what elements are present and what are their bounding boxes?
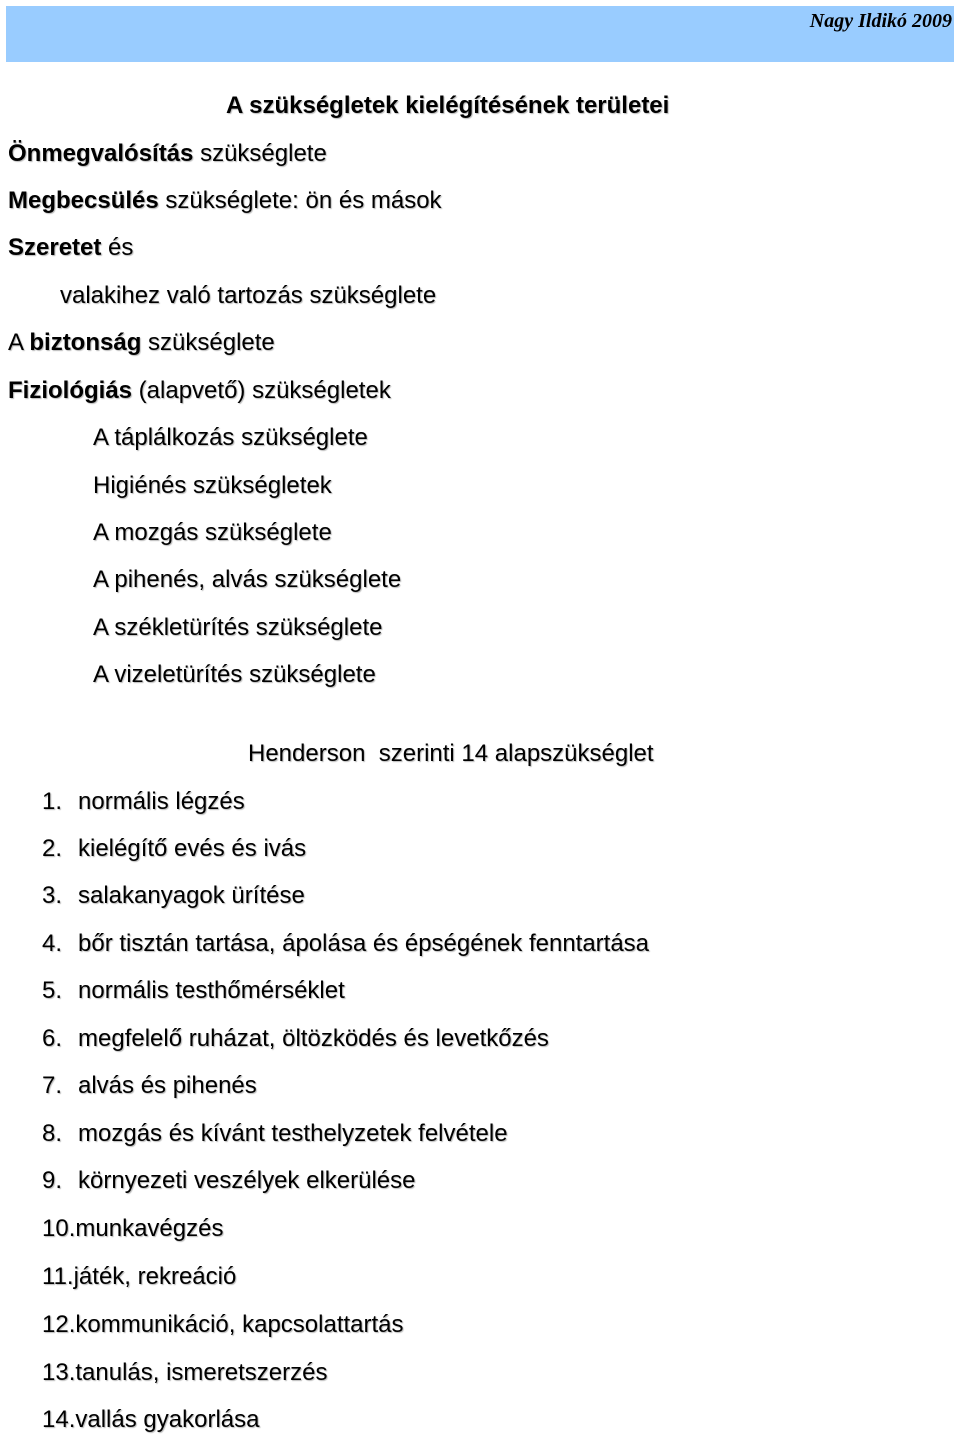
item-text: környezeti veszélyek elkerülése bbox=[78, 1167, 416, 1194]
henderson-item bbox=[42, 1263, 236, 1291]
item-text: vallás gyakorlása bbox=[75, 1406, 260, 1433]
need-physiological bbox=[8, 377, 391, 405]
item-number: 3. bbox=[42, 882, 63, 909]
physio-item: A vizeletürítés szükséglete bbox=[93, 661, 376, 688]
henderson-item bbox=[42, 835, 306, 863]
item-text: bőr tisztán tartása, ápolása és épségének fenntartása bbox=[78, 930, 650, 957]
need-self-actualization bbox=[8, 140, 327, 168]
page-title: A szükségletek kielégítésének területei bbox=[226, 92, 670, 119]
item-number: 2. bbox=[42, 835, 63, 862]
physio-item: A székletürítés szükséglete bbox=[93, 614, 383, 641]
henderson-item bbox=[42, 1072, 257, 1100]
physio-item: A táplálkozás szükséglete bbox=[93, 424, 368, 451]
item-number: 11. bbox=[42, 1263, 74, 1290]
item-text: normális légzés bbox=[78, 788, 245, 815]
need-label-rest: (alapvető) szükségletek bbox=[132, 377, 391, 404]
item-number: 7. bbox=[42, 1072, 63, 1099]
henderson-item bbox=[42, 1311, 404, 1339]
henderson-item bbox=[42, 1215, 223, 1243]
need-label-rest: szükséglete bbox=[141, 329, 275, 356]
item-number: 8. bbox=[42, 1120, 63, 1147]
need-label-rest: szükséglete: ön és mások bbox=[158, 187, 442, 214]
item-number: 10. bbox=[42, 1215, 76, 1242]
item-number: 5. bbox=[42, 977, 63, 1004]
henderson-item bbox=[42, 977, 345, 1005]
item-text: normális testhőmérséklet bbox=[78, 977, 345, 1004]
henderson-item bbox=[42, 1359, 327, 1387]
need-label-bold: Megbecsülés bbox=[8, 187, 159, 214]
item-number: 6. bbox=[42, 1025, 63, 1052]
need-label-rest: szükséglete bbox=[193, 140, 327, 167]
item-text: kielégítő evés és ivás bbox=[78, 835, 307, 862]
item-text: játék, rekreáció bbox=[73, 1263, 237, 1290]
item-number: 4. bbox=[42, 930, 63, 957]
item-text: megfelelő ruházat, öltözködés és levetkőzés bbox=[78, 1025, 549, 1052]
need-love bbox=[8, 234, 133, 262]
physio-item: Higiénés szükségletek bbox=[93, 472, 332, 499]
item-text: salakanyagok ürítése bbox=[78, 882, 305, 909]
physio-item: A mozgás szükséglete bbox=[93, 519, 332, 546]
henderson-item bbox=[42, 882, 305, 910]
need-label-pre: A bbox=[8, 329, 30, 356]
need-esteem bbox=[8, 187, 442, 215]
item-text: tanulás, ismeretszerzés bbox=[75, 1359, 328, 1386]
need-label-rest: és bbox=[101, 234, 134, 261]
henderson-heading: Henderson szerinti 14 alapszükséglet bbox=[248, 740, 654, 767]
henderson-item bbox=[42, 1406, 259, 1434]
item-text: alvás és pihenés bbox=[78, 1072, 257, 1099]
need-label-bold: biztonság bbox=[29, 329, 142, 356]
item-text: kommunikáció, kapcsolattartás bbox=[75, 1311, 404, 1338]
henderson-item bbox=[42, 1025, 549, 1053]
need-belonging: valakihez való tartozás szükséglete bbox=[60, 282, 437, 309]
need-label-bold: Fiziológiás bbox=[8, 377, 133, 404]
need-label-bold: Szeretet bbox=[8, 234, 102, 261]
need-safety bbox=[8, 329, 275, 357]
henderson-item bbox=[42, 788, 245, 816]
need-label-bold: Önmegvalósítás bbox=[8, 140, 194, 167]
henderson-item bbox=[42, 1167, 416, 1195]
physio-item: A pihenés, alvás szükséglete bbox=[93, 566, 402, 593]
henderson-item bbox=[42, 930, 649, 958]
item-number: 14. bbox=[42, 1406, 76, 1433]
item-text: munkavégzés bbox=[75, 1215, 224, 1242]
item-number: 12. bbox=[42, 1311, 76, 1338]
henderson-item bbox=[42, 1120, 508, 1148]
author-label: Nagy Ildikó 2009 bbox=[809, 10, 952, 32]
item-number: 13. bbox=[42, 1359, 76, 1386]
item-number: 1. bbox=[42, 788, 63, 815]
item-number: 9. bbox=[42, 1167, 63, 1194]
item-text: mozgás és kívánt testhelyzetek felvétele bbox=[78, 1120, 508, 1147]
